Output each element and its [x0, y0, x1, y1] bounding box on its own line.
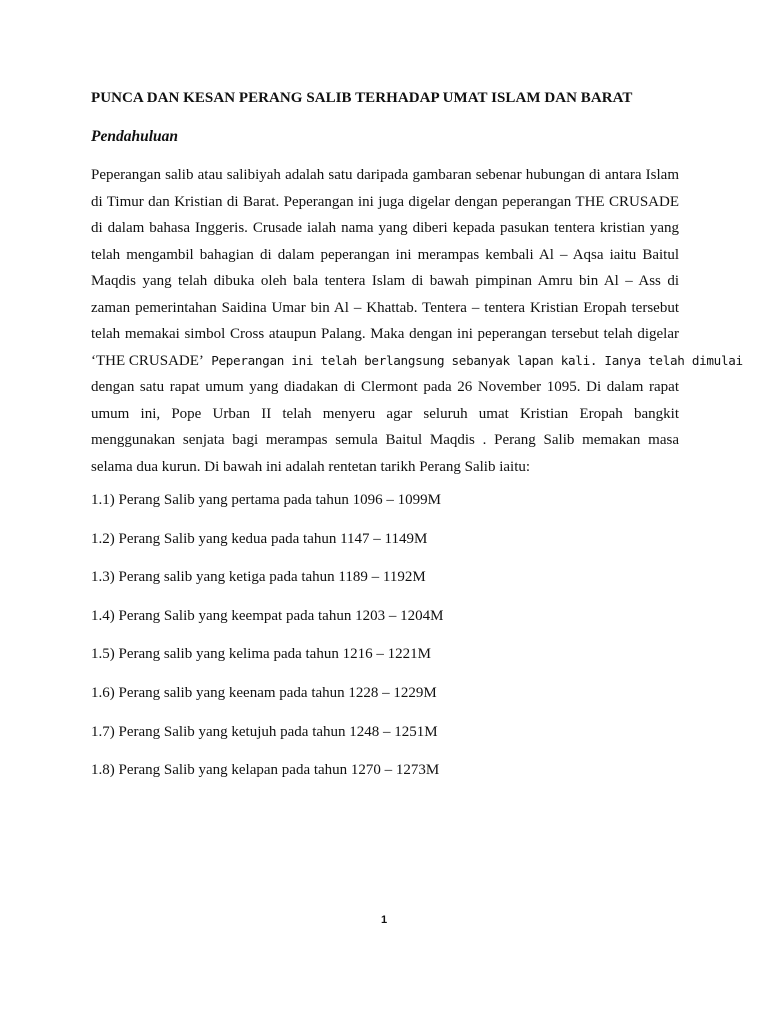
section-heading: Pendahuluan [91, 128, 179, 145]
crusade-dates-list [91, 489, 591, 798]
document-title: PUNCA DAN KESAN PERANG SALIB TERHADAP UMAT ISLAM DAN BARAT [91, 90, 633, 106]
paragraph-line: menggunakan senjata bagi merampas semula Baitul Maqdis . Perang Salib memakan masa [91, 432, 679, 448]
paragraph-line: di dalam bahasa Inggeris. Crusade ialah nama yang diberi kepada pasukan tentera kristian yang [91, 220, 679, 236]
paragraph-line: dengan satu rapat umum yang diadakan di Clermont pada 26 November 1095. Di dalam rapat [91, 379, 679, 395]
page-number: 1 [380, 914, 388, 926]
paragraph-line-mixed [91, 348, 743, 375]
list-item: 1.6) Perang salib yang keenam pada tahun 1228 – 1229M [91, 684, 437, 701]
crusade-quote: ‘THE CRUSADE’ [91, 352, 204, 369]
paragraph-line: selama dua kurun. Di bawah ini adalah rentetan tarikh Perang Salib iaitu: [91, 458, 531, 475]
list-item: 1.8) Perang Salib yang kelapan pada tahun 1270 – 1273M [91, 762, 440, 779]
paragraph-line: umum ini, Pope Urban II telah menyeru agar seluruh umat Kristian Eropah bangkit [91, 405, 679, 422]
list-item: 1.4) Perang Salib yang keempat pada tahun 1203 – 1204M [91, 607, 444, 624]
mono-text-segment: Peperangan ini telah berlangsung sebanyak lapan kali. Ianya telah dimulai [203, 352, 743, 368]
paragraph-line: Maqdis yang telah dibuka oleh bala tentera Islam di bawah pimpinan Amru bin Al – Ass di [91, 273, 679, 289]
list-item: 1.1) Perang Salib yang pertama pada tahun 1096 – 1099M [91, 492, 441, 508]
paragraph-line: di Timur dan Kristian di Barat. Peperangan ini juga digelar dengan peperangan THE CRUSADE [91, 193, 679, 210]
list-item: 1.7) Perang Salib yang ketujuh pada tahun 1248 – 1251M [91, 723, 438, 740]
list-item: 1.5) Perang salib yang kelima pada tahun 1216 – 1221M [91, 646, 431, 663]
paragraph-line: Peperangan salib atau salibiyah adalah satu daripada gambaran sebenar hubungan di antara Islam [91, 167, 679, 183]
intro-paragraph [91, 162, 743, 480]
paragraph-line: telah memakai simbol Cross ataupun Palang. Maka dengan ini peperangan tersebut telah digelar [91, 326, 679, 342]
list-item: 1.3) Perang salib yang ketiga pada tahun 1189 – 1192M [91, 569, 426, 586]
paragraph-line: zaman pemerintahan Saidina Umar bin Al – Khattab. Tentera – tentera Kristian Eropah tersebut [91, 299, 679, 316]
paragraph-line: telah mengambil bahagian di dalam peperangan ini merampas kembali Al – Aqsa iaitu Baitul [91, 246, 679, 263]
list-item: 1.2) Perang Salib yang kedua pada tahun 1147 – 1149M [91, 530, 428, 547]
